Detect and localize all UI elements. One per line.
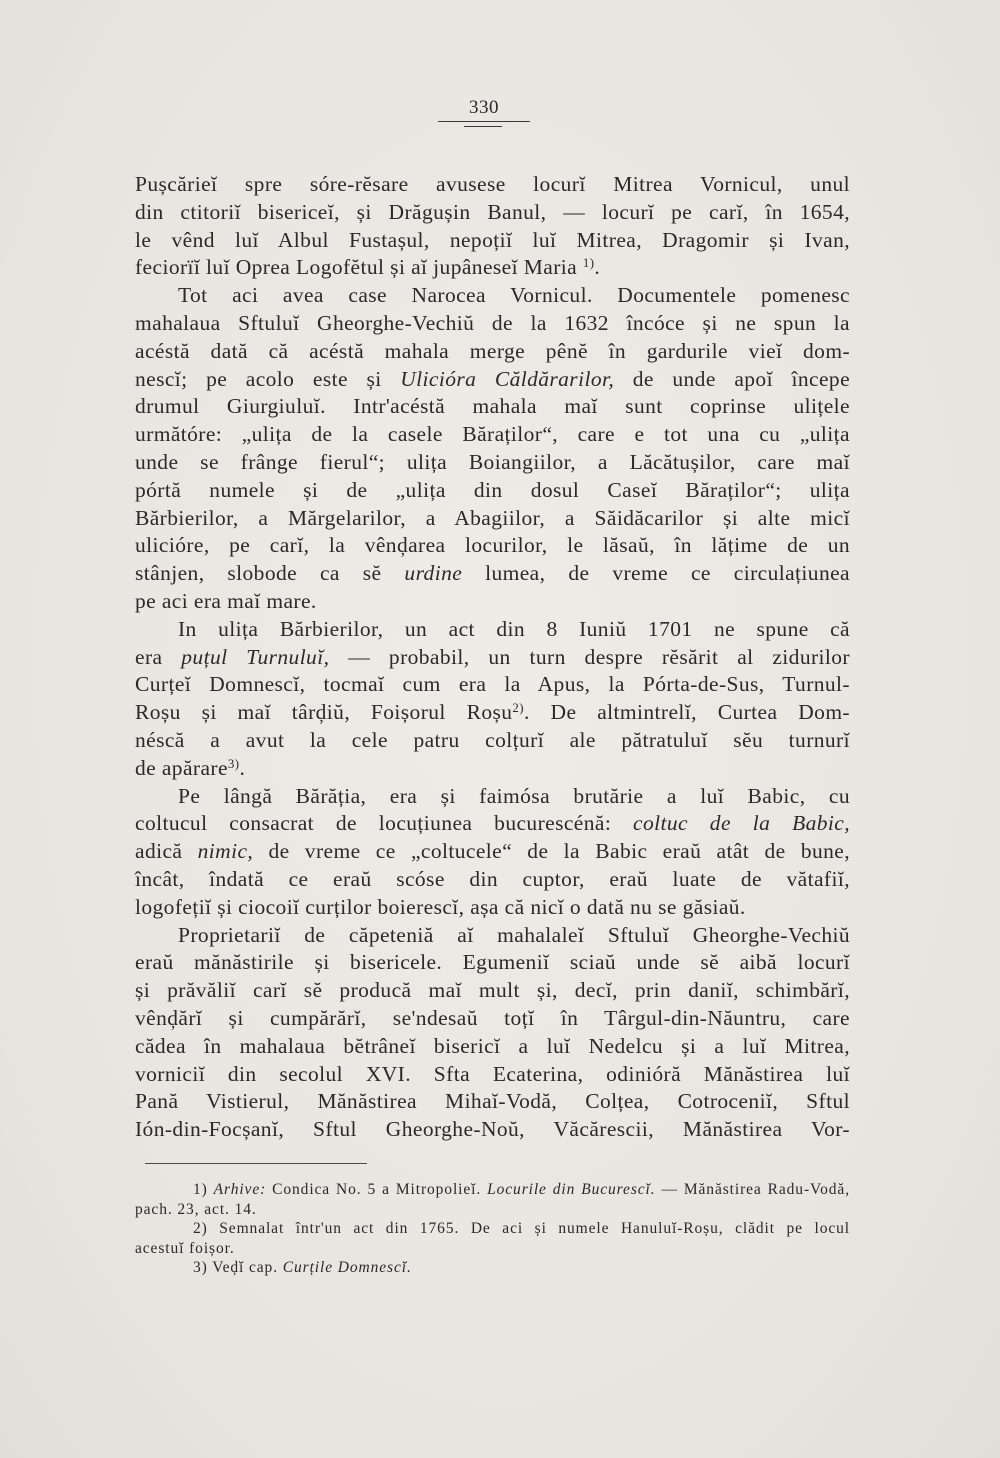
italic-text: Curțile Domnescĭ.	[282, 1259, 412, 1276]
text-segment: din ctitoriĭ bisericeĭ, și Drăgușin Banul, — locurĭ pe carĭ, în 1654,	[135, 199, 850, 224]
text-line	[135, 866, 850, 894]
text-segment: pórtă numele și de „ulița din dosul Caseĭ Băraților“; ulița	[135, 477, 850, 502]
text-segment: de unde apoĭ începe	[614, 366, 851, 391]
text-line	[135, 505, 850, 533]
text-segment: .	[239, 755, 246, 780]
text-segment: stânjen, slobode ca sĕ	[135, 561, 405, 586]
text-line	[135, 393, 850, 421]
text-line	[135, 254, 850, 282]
text-line	[135, 949, 850, 977]
italic-text: puțul Turnuluĭ,	[181, 644, 330, 669]
text-line	[135, 366, 850, 394]
footnote-ref: 3)	[227, 756, 240, 771]
text-line	[135, 1200, 850, 1220]
text-line	[135, 894, 850, 922]
text-segment: drumul Giurgiuluĭ. Intr'acéstă mahala maĭ sunt coprinse ulițele	[135, 394, 850, 419]
text-segment: 3) Veḑĭ cap.	[193, 1259, 283, 1276]
text-segment: Pușcărieĭ spre sóre-rĕsare avusese locurĭ Mitrea Vornicul, unul	[135, 172, 850, 196]
text-segment: Pe lângă Bărăția, era și faimósa brutărie a luĭ Babic, cu	[178, 783, 850, 808]
text-line	[135, 449, 850, 477]
text-segment: de apărare	[135, 755, 228, 780]
text-segment: néscă a avut la cele patru colțurĭ ale pătratuluĭ sĕu turnurĭ	[135, 727, 850, 752]
text-line	[135, 532, 850, 560]
body-text	[135, 171, 850, 1144]
text-segment: Curțeĭ Domnescĭ, tocmaĭ cum era la Apus, la Pórta-de-Sus, Turnul-	[135, 672, 850, 697]
footnote	[135, 1258, 850, 1278]
italic-text: urdine	[404, 561, 463, 586]
italic-text: Arhive:	[213, 1181, 267, 1198]
text-segment: adică	[135, 839, 198, 864]
text-segment: pe aci era maĭ mare.	[135, 588, 317, 613]
text-line	[135, 477, 850, 505]
text-segment: Condica No. 5 a Mitropolieĭ.	[266, 1181, 488, 1198]
paragraph	[135, 282, 850, 616]
text-segment: și prăvăliĭ carĭ sĕ producă maĭ mult și, decĭ, prin daniĭ, schimbărĭ,	[135, 978, 850, 1003]
text-line	[135, 199, 850, 227]
paragraph	[135, 922, 850, 1144]
text-segment: 1)	[193, 1181, 214, 1198]
text-segment: In ulița Bărbierilor, un act din 8 Iuniŭ 1701 ne spune că	[178, 616, 850, 641]
text-line	[135, 1258, 850, 1278]
text-line	[135, 783, 850, 811]
text-segment: . De altmintrelĭ, Curtea Dom-	[523, 700, 850, 725]
italic-text: Locurile din Bucurescĭ.	[487, 1181, 656, 1198]
text-segment: vorniciĭ din secolul XVI. Sfta Ecaterina, odinióră Mănăstirea luĭ	[135, 1061, 850, 1086]
text-segment: nescĭ; pe acolo este și	[135, 366, 401, 391]
footnote	[135, 1219, 850, 1258]
text-segment: — Mănăstirea Radu-Vodă,	[655, 1181, 850, 1198]
page-number: 330	[469, 97, 499, 118]
text-segment: coltucul consacrat de locuțiunea bucurescénă:	[135, 811, 634, 836]
text-segment: de vreme ce „coltucele“ de la Babic eraŭ atât de bune,	[253, 839, 850, 864]
text-segment: Ión-din-Focșanĭ, Sftul Gheorghe-Noŭ, Văcărescii, Mănăstirea Vor-	[135, 1117, 850, 1142]
paragraph	[135, 171, 850, 282]
text-line	[135, 977, 850, 1005]
text-segment: — probabil, un turn despre rĕsărit al zidurilor	[329, 644, 850, 669]
text-line	[135, 727, 850, 755]
text-line	[135, 699, 850, 727]
text-segment: acéstă dată că acéstă mahala merge pênĕ în gardurile vieĭ dom-	[135, 338, 850, 363]
footnote-ref: 2)	[512, 701, 524, 716]
text-segment: cădea în mahalaua bĕtrâneĭ bisericĭ a luĭ Nedelcu și a luĭ Mitrea,	[135, 1033, 850, 1058]
footnote-rule	[145, 1163, 367, 1164]
text-line	[135, 171, 850, 199]
text-line	[135, 644, 850, 672]
text-line	[135, 282, 850, 310]
text-segment: lumea, de vreme ce circulațiunea	[462, 561, 850, 586]
text-segment: 2) Semnalat într'un act din 1765. De aci și numele Hanuluĭ-Roșu, clădit pe locul	[193, 1220, 850, 1237]
footnote-ref: 1)	[582, 256, 595, 271]
footnotes	[135, 1180, 850, 1278]
page-number-rule	[464, 126, 502, 127]
text-segment: logofețiĭ și ciocoiĭ curților boierescĭ, așa că nicĭ o dată nu se găsiaŭ.	[135, 894, 746, 919]
text-line	[135, 1116, 850, 1144]
text-line	[135, 227, 850, 255]
text-segment: feciorïĭ luĭ Oprea Logofĕtul și aĭ jupâneseĭ Maria	[135, 255, 583, 280]
paragraph	[135, 616, 850, 783]
text-line	[135, 755, 850, 783]
text-segment: .	[594, 255, 601, 280]
text-line	[135, 1219, 850, 1239]
text-segment: Roșu și maĭ târḑiŭ, Foișorul Roșu	[135, 700, 513, 725]
text-segment: Pană Vistierul, Mănăstirea Mihaĭ-Vodă, Colțea, Cotroceniĭ, Sftul	[135, 1089, 850, 1114]
text-segment: le vênd luĭ Albul Fustașul, nepoțiĭ luĭ Mitrea, Dragomir și Ivan,	[135, 227, 850, 252]
italic-text: coltuc de la Babic,	[633, 811, 850, 836]
italic-text: Ulicióra Căldărarilor,	[400, 366, 615, 391]
text-line	[135, 838, 850, 866]
footnote	[135, 1180, 850, 1219]
text-segment: era	[135, 644, 182, 669]
text-line	[135, 1005, 850, 1033]
text-segment: ulicióre, pe carĭ, la vênḑarea locurilor, le lăsaŭ, în lățime de un	[135, 533, 850, 558]
text-line	[135, 338, 850, 366]
italic-text: nimic,	[197, 839, 254, 864]
text-line	[135, 922, 850, 950]
text-line	[135, 1180, 850, 1200]
text-line	[135, 1088, 850, 1116]
text-line	[135, 616, 850, 644]
text-segment: următóre: „ulița de la casele Băraților“, care e tot una cu „ulița	[135, 422, 850, 447]
text-line	[135, 810, 850, 838]
text-line	[135, 310, 850, 338]
text-line	[135, 1061, 850, 1089]
text-segment: unde se frânge fierul“; ulița Boiangiilor, a Lăcătușilor, care maĭ	[135, 449, 850, 474]
text-segment: eraŭ mănăstirile și bisericele. Egumeniĭ sciaŭ unde sĕ aibă locurĭ	[135, 950, 850, 975]
text-segment: mahalaua Sftuluĭ Gheorghe-Vechiŭ de la 1632 încóce și ne spun la	[135, 310, 850, 335]
text-line	[135, 421, 850, 449]
page-number-rule	[438, 121, 530, 122]
text-segment: Proprietariĭ de căpeteniă aĭ mahalaleĭ Sftuluĭ Gheorghe-Vechiŭ	[178, 922, 850, 947]
text-line	[135, 1033, 850, 1061]
text-segment: Tot aci avea case Narocea Vornicul. Documentele pomenesc	[178, 283, 850, 308]
text-segment: vênḑărĭ și cumpărărĭ, se'ndesaŭ toțĭ în Târgul-din-Năuntru, care	[135, 1005, 850, 1030]
text-line	[135, 1239, 850, 1259]
text-segment: Bărbierilor, a Mărgelarilor, a Abagiilor, a Săidăcarilor și alte micĭ	[135, 505, 850, 530]
text-segment: încât, îndată ce eraŭ scóse din cuptor, eraŭ luate de vătafiĭ,	[135, 866, 850, 891]
text-line	[135, 671, 850, 699]
text-line	[135, 560, 850, 588]
text-line	[135, 588, 850, 616]
text-segment: acestuĭ foișor.	[135, 1239, 235, 1257]
paragraph	[135, 783, 850, 922]
text-segment: pach. 23, act. 14.	[135, 1200, 257, 1218]
